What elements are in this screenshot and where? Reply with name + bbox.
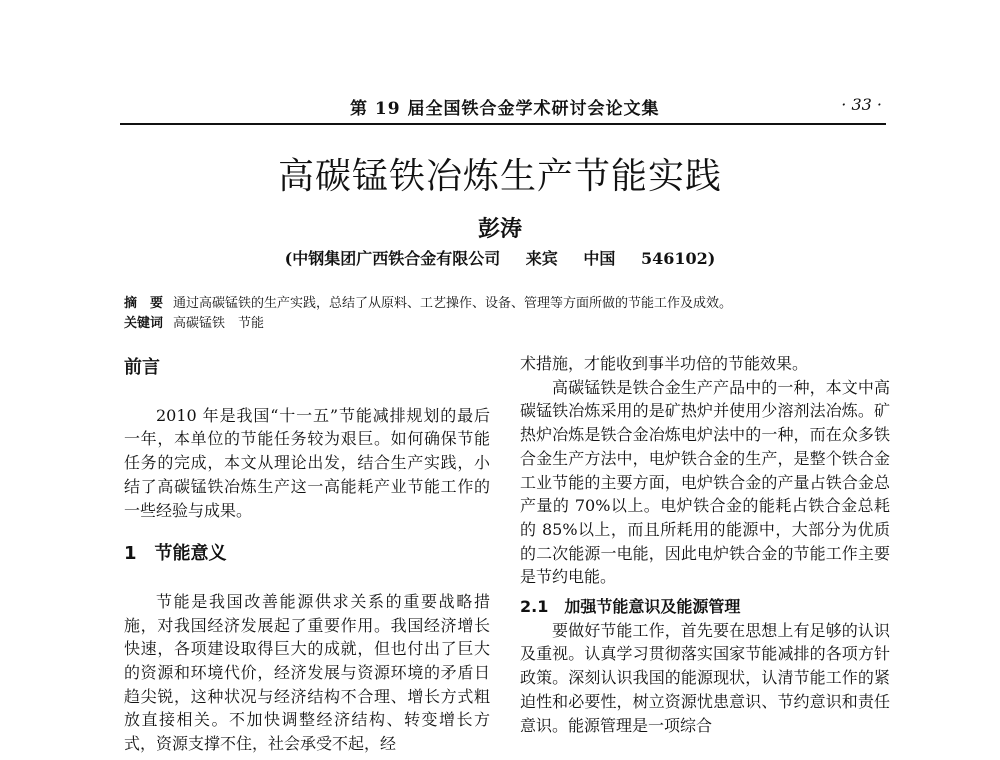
affiliation-postcode: 546102): [640, 249, 716, 268]
abstract-text: 通过高碳锰铁的生产实践，总结了从原料、工艺操作、设备、管理等方面所做的节能工作及成效。: [173, 296, 733, 311]
author: 彭涛: [477, 216, 522, 242]
section-preface-heading: 前言: [124, 357, 160, 378]
paper-title: 高碳锰铁冶炼生产节能实践: [277, 156, 722, 197]
header-rule: [120, 123, 886, 125]
running-header: [120, 94, 886, 120]
affiliation: [0, 246, 1000, 269]
section-2-1-paragraph: 要做好节能工作，首先要在思想上有足够的认识及重视。认真学习贯彻落实国家节能减排的各项方针政策。深刻认识我国的能源现状，认清节能工作的紧迫性和必要性，树立资源忧患意识、节约意识和责任意识。能源管理是一项综合: [520, 620, 890, 735]
right-column: [520, 352, 890, 737]
affiliation-org: (中钢集团广西铁合金有限公司: [284, 249, 501, 268]
section-2-1-heading: 2.1 加强节能意识及能源管理: [520, 597, 741, 617]
keywords: [124, 312, 264, 331]
preface-paragraph: 2010 年是我国“十一五”节能减排规划的最后一年，本单位的节能任务较为艰巨。如何确保节能任务的完成，本文从理论出发，结合生产实践，小结了高碳锰铁冶炼生产这一高能耗产业节能工作的一些经验与成果。: [124, 405, 490, 520]
continued-paragraph: 术措施，才能收到事半功倍的节能效果。: [520, 354, 809, 373]
affiliation-city: 来宾: [525, 249, 558, 268]
affiliation-country: 中国: [583, 249, 616, 268]
page-number: · 33 ·: [841, 95, 882, 114]
section-1-paragraph: 节能是我国改善能源供求关系的重要战略措施，对我国经济发展起了重要作用。我国经济增长快速，各项建设取得巨大的成就，但也付出了巨大的资源和环境代价，经济发展与资源环境的矛盾日趋尖锐，这种状况与经济结构不合理、增长方式粗放直接相关。不加快调整经济结构、转变增长方式，资源支撑不住，社会承受不起，经: [124, 591, 490, 754]
left-column: [124, 356, 490, 756]
keywords-text: 高碳锰铁 节能: [173, 316, 265, 331]
ferromanganese-paragraph: 高碳锰铁是铁合金生产产品中的一种，本文中高碳锰铁冶炼采用的是矿热炉并使用少溶剂法冶炼。矿热炉冶炼是铁合金冶炼电炉法中的一种，而在众多铁合金生产方法中，电炉铁合金的生产，是整个铁合金工业节能的主要方面，电炉铁合金的产量占铁合金总产量的 70%以上。电炉铁合金的能耗占铁合金总耗的 85%以上，而且所耗用的能源中，大部分为优质的二次能源一电能，因此电炉铁合金的节能工作主要是节约电能。: [520, 377, 890, 587]
section-1-heading: 1 节能意义: [124, 543, 227, 565]
abstract: [124, 292, 732, 311]
header-title: 第 19 届全国铁合金学术研讨会论文集: [350, 99, 660, 119]
abstract-label: 摘 要: [124, 296, 164, 311]
keywords-label: 关键词: [124, 316, 164, 331]
